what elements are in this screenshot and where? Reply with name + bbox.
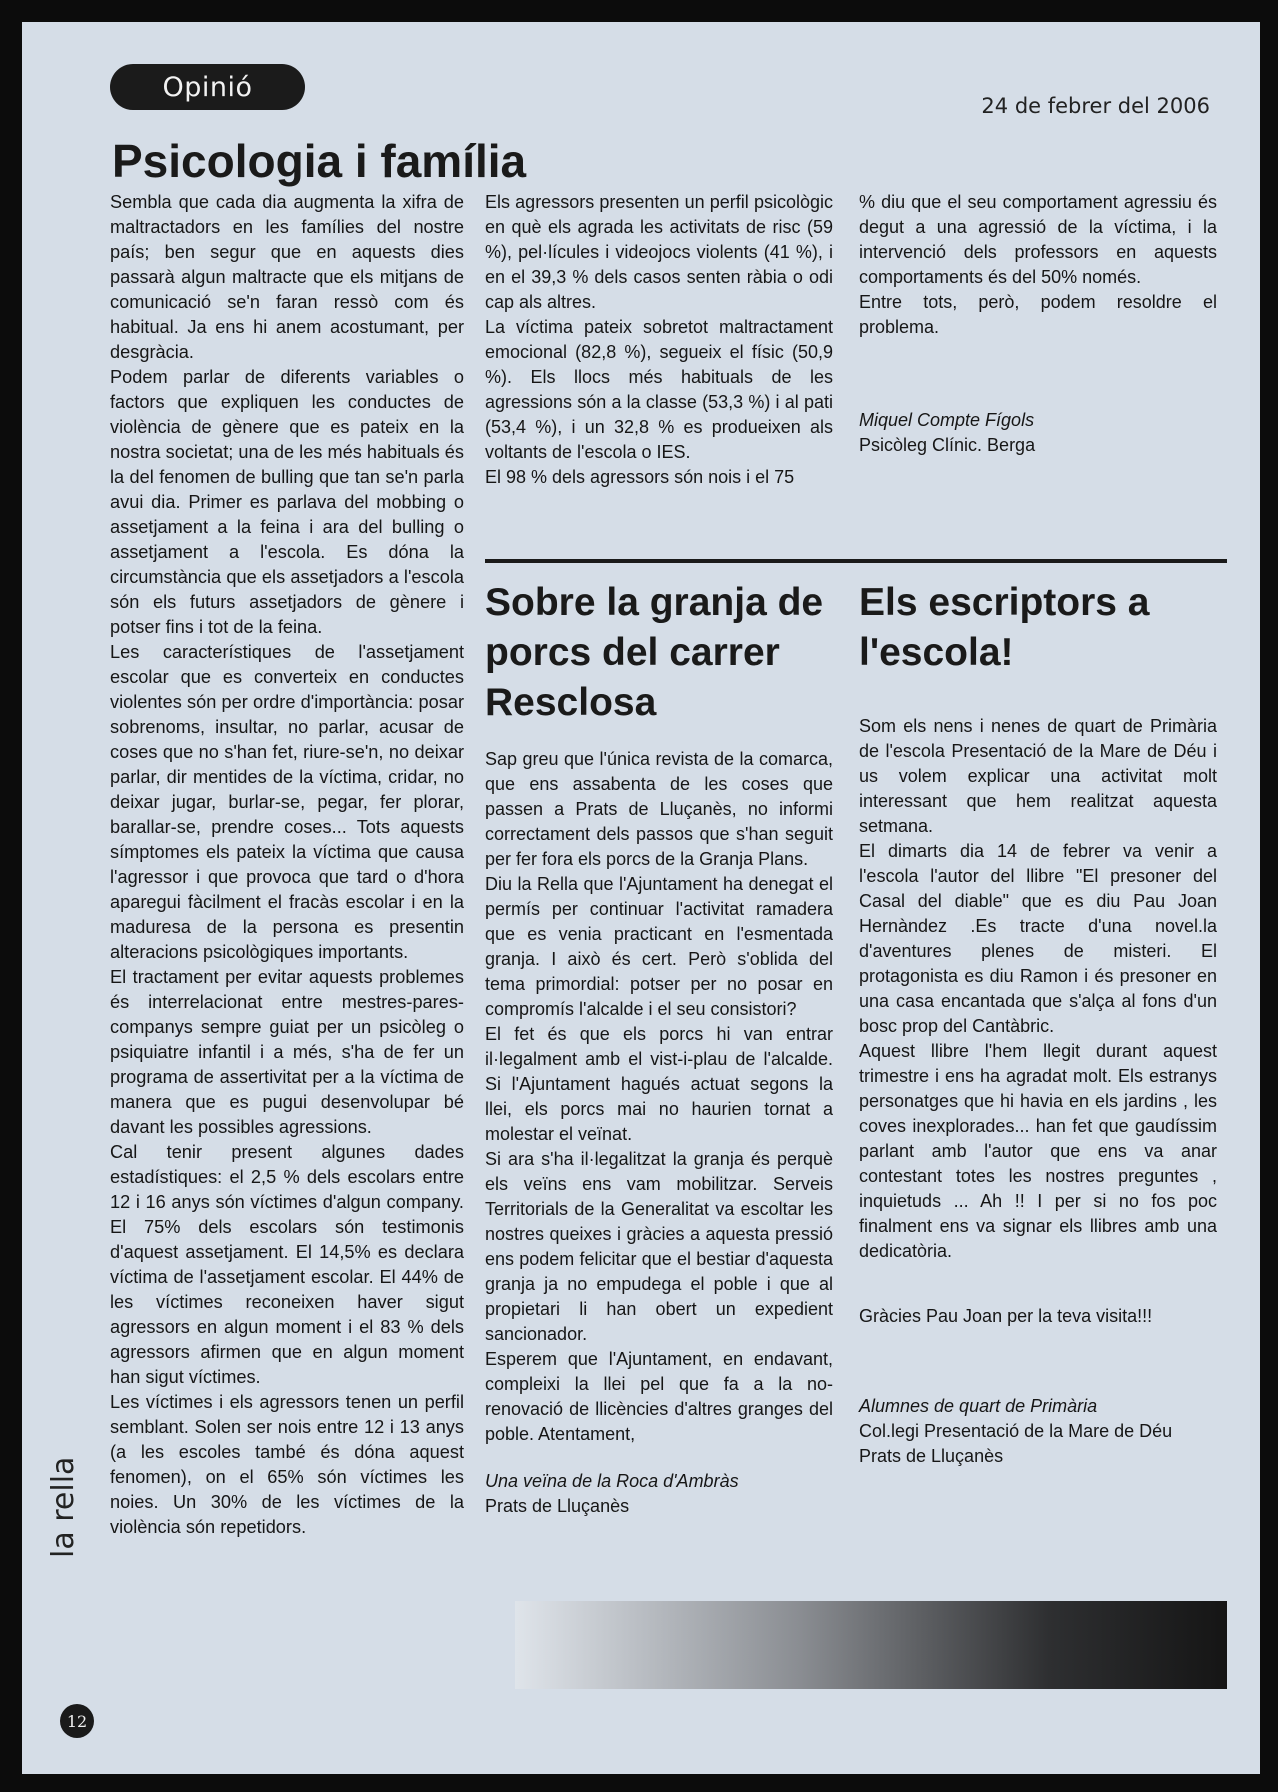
section-divider — [485, 559, 1227, 563]
paragraph: Les víctimes i els agressors tenen un perfil semblant. Solen ser nois entre 12 i 13 anys (a les escoles també és dóna aquest fenomen), on el 65% són víctimes les noies. Un 30% de les víctimes de la violència són repetidors. — [110, 1392, 464, 1537]
paragraph: Cal tenir present algunes dades estadístiques: el 2,5 % dels escolars entre 12 i 16 anys són víctimes d'algun company. El 75% dels escolars són testimonis d'aquest assetjament. El 14,5% es declara víctima de l'assetjament escolar. El 44% de les víctimes reconeixen haver sigut agressors en algun moment i el 83 % dels agressors afirmen que en algun moment han sigut víctimes. — [110, 1142, 464, 1387]
section-label: Opinió — [110, 64, 305, 110]
paragraph: Esperem que l'Ajuntament, en endavant, compleixi la llei pel que fa a la no-renovació de llicències d'altres granges del poble. Atentament, — [485, 1349, 833, 1444]
paragraph: El 98 % dels agressors són nois i el 75 — [485, 467, 795, 487]
escriptors-article-body — [859, 714, 1217, 1469]
article-title-psicologia: Psicologia i família — [112, 135, 527, 187]
letter-place: Prats de Lluçanès — [485, 1496, 630, 1516]
paragraph: El fet és que els porcs hi van entrar il·legalment amb el vist-i-plau de l'alcalde. Si l'Ajuntament hagués actuat segons la llei, els porcs mai no haurien tornat a molestar el veïnat. — [485, 1024, 833, 1144]
issue-date: 24 de febrer del 2006 — [981, 94, 1210, 118]
psicologia-column-3 — [859, 190, 1217, 458]
paragraph: Diu la Rella que l'Ajuntament ha denegat el permís per continuar l'activitat ramadera que es venia practicant en l'esmentada granja. I això és cert. Però s'oblida del tema primordial: potser per no posar en compromís l'alcalde i el seu consistori? — [485, 874, 833, 1019]
paragraph: Les característiques de l'assetjament escolar que es converteix en conductes violentes són per ordre d'importància: posar sobrenoms, insultar, no parlar, acusar de coses que no s'han fet, riure-se'n, no deixar parlar, dir mentides de la víctima, cridar, no deixar jugar, burlar-se, pegar, fer plorar, barallar-se, prendre coses... Tots aquests símptomes els pateix la víctima que causa l'agressor i que provoca que tard o d'hora aparegui fàcilment el fracàs escolar i en la maduresa de la persona es presentin alteracions psicològiques importants. — [110, 642, 464, 962]
paragraph: Som els nens i nenes de quart de Primària de l'escola Presentació de la Mare de Déu i us volem explicar una activitat molt interessant que hem realitzat aquesta setmana. — [859, 716, 1217, 836]
paragraph: El dimarts dia 14 de febrer va venir a l'escola l'autor del llibre "El presoner del Casal del diable" que es diu Pau Joan Hernàndez .Es tracte d'una novel.la d'aventures plenes de misteri. El protagonista es diu Ramon i és presoner en una casa encantada que s'alça al fons d'un bosc prop del Cantàbric. — [859, 841, 1217, 1036]
article-title-escriptors: Els escriptors a l'escola! — [859, 581, 1150, 674]
psicologia-column-2 — [485, 190, 833, 490]
granja-article-body — [485, 747, 833, 1519]
paragraph: Entre tots, però, podem resoldre el problema. — [859, 292, 1217, 337]
newspaper-page — [22, 22, 1260, 1774]
thanks-line: Gràcies Pau Joan per la teva visita!!! — [859, 1306, 1153, 1326]
paragraph: La víctima pateix sobretot maltractament emocional (82,8 %), segueix el físic (50,9 %). Els llocs més habituals de les agressions són a la classe (53,3 %) i al pati (53,4 %), i un 32,8 % es produeixen als voltants de l'escola o IES. — [485, 317, 833, 462]
paragraph: Aquest llibre l'hem llegit durant aquest trimestre i ens ha agradat molt. Els estranys personatges que hi havia en els jardins , les coves inexplorades... han fet que gaudíssim parlant amb l'autor que ens va anar contestant totes les nostres preguntes , inquietuds ... Ah !! I per si no fos poc finalment ens va signar els llibres amb una dedicatòria. — [859, 1041, 1217, 1261]
school-place: Prats de Lluçanès — [859, 1446, 1004, 1466]
psicologia-column-1 — [110, 190, 464, 1540]
page-number: 12 — [60, 1704, 94, 1738]
school-name: Col.legi Presentació de la Mare de Déu — [859, 1421, 1173, 1441]
letter-signature: Una veïna de la Roca d'Ambràs — [485, 1471, 739, 1491]
article-signature: Alumnes de quart de Primària — [859, 1396, 1098, 1416]
paragraph: Podem parlar de diferents variables o factors que expliquen les conductes de violència de gènere que es pateix en la nostra societat; una de les més habituals és la del fenomen de bulling que tan se'n parla avui dia. Primer es parlava del mobbing o assetjament a la feina i ara del bulling o assetjament a l'escola. Es dóna la circumstància que els assetjadors a l'escola són els futurs assetjadors de gènere i potser fins i tot de la feina. — [110, 367, 464, 637]
author-role: Psicòleg Clínic. Berga — [859, 435, 1036, 455]
publication-brand: la rella — [45, 1456, 81, 1558]
paragraph: Sembla que cada dia augmenta la xifra de maltractadors en les famílies del nostre país; ben segur que en aquests dies passarà algun maltracte que els mitjans de comunicació se'n faran ressò com és habitual. Ja ens hi anem acostumant, per desgràcia. — [110, 192, 464, 362]
author-name: Miquel Compte Fígols — [859, 410, 1035, 430]
paragraph: Els agressors presenten un perfil psicològic en què els agrada les activitats de risc (59 %), pel·lícules i videojocs violents (41 %), i en el 39,3 % dels casos senten ràbia o odi cap als altres. — [485, 192, 833, 312]
gradient-banner — [515, 1601, 1227, 1689]
paragraph: El tractament per evitar aquests problemes és interrelacionat entre mestres-pares-companys sempre guiat per un psicòleg o psiquiatre infantil i a més, s'ha de fer un programa de assertivitat per a la víctima de manera que es pugui desenvolupar bé davant les possibles agressions. — [110, 967, 464, 1137]
paragraph: Sap greu que l'única revista de la comarca, que ens assabenta de les coses que passen a Prats de Lluçanès, no informi correctament dels passos que s'han seguit per fer fora els porcs de la Granja Plans. — [485, 749, 833, 869]
paragraph: % diu que el seu comportament agressiu és degut a una agressió de la víctima, i la intervenció dels professors en aquests comportaments és del 50% només. — [859, 192, 1217, 287]
article-title-granja: Sobre la granja de porcs del carrer Resclosa — [485, 581, 824, 724]
paragraph: Si ara s'ha il·legalitzat la granja és perquè els veïns ens vam mobilitzar. Serveis Territorials de la Generalitat va escoltar les nostres queixes i gràcies a aquesta pressió ens podem felicitar que el bestiar d'aquesta granja ja no empudega el poble i que al propietari li han obert un expedient sancionador. — [485, 1149, 833, 1344]
